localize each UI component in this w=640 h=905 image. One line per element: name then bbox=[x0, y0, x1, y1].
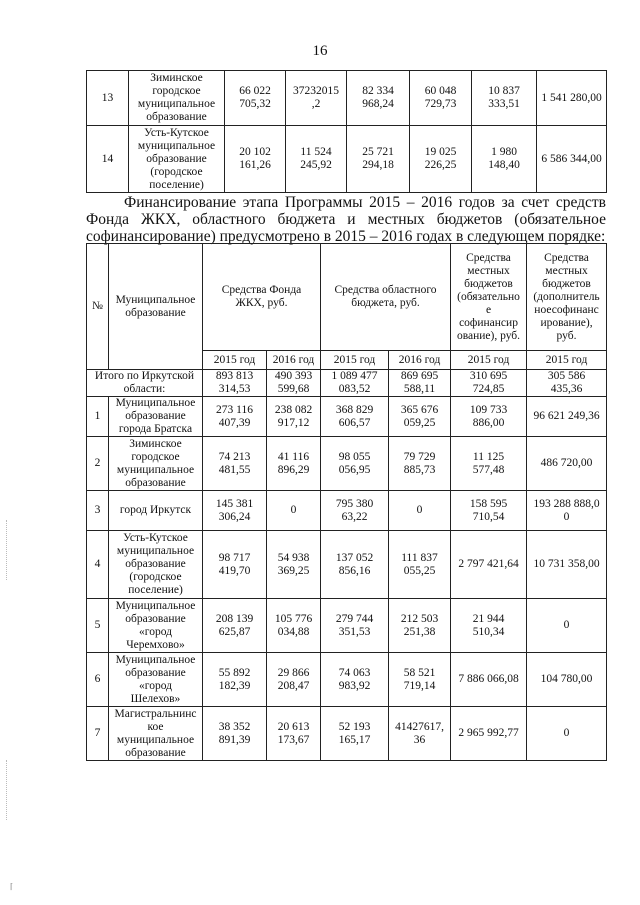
table-row bbox=[87, 707, 607, 761]
table-cell: 29 866 208,47 bbox=[267, 653, 321, 707]
table-cell: 55 892 182,39 bbox=[203, 653, 267, 707]
table-cell: 6 586 344,00 bbox=[537, 126, 607, 193]
municipality-name: Муниципальное образование «город Черемхово» bbox=[109, 599, 203, 653]
top-table bbox=[86, 70, 607, 193]
municipality-name: Муниципальное образование города Братска bbox=[109, 397, 203, 437]
table-cell: 58 521 719,14 bbox=[389, 653, 451, 707]
table-cell: 74 063 983,92 bbox=[321, 653, 389, 707]
table-cell: 74 213 481,55 bbox=[203, 437, 267, 491]
table-row bbox=[87, 599, 607, 653]
table-cell: 365 676 059,25 bbox=[389, 397, 451, 437]
table-row bbox=[87, 531, 607, 599]
table-cell: 212 503 251,38 bbox=[389, 599, 451, 653]
table-cell: 273 116 407,39 bbox=[203, 397, 267, 437]
table-cell: 0 bbox=[527, 599, 607, 653]
header-year: 2015 год bbox=[321, 351, 389, 370]
table-cell: 368 829 606,57 bbox=[321, 397, 389, 437]
table-cell: 193 288 888,0 0 bbox=[527, 491, 607, 531]
table-row bbox=[87, 126, 607, 193]
table-cell: 1 541 280,00 bbox=[537, 71, 607, 126]
table-cell: 0 bbox=[527, 707, 607, 761]
table-cell: 137 052 856,16 bbox=[321, 531, 389, 599]
municipality-name: Зиминское городское муниципальное образование bbox=[129, 71, 225, 126]
table-cell: 79 729 885,73 bbox=[389, 437, 451, 491]
table-row bbox=[87, 71, 607, 126]
table-cell: 1 980 148,40 bbox=[472, 126, 537, 193]
row-number: 3 bbox=[87, 491, 109, 531]
table-cell: 98 717 419,70 bbox=[203, 531, 267, 599]
table-row bbox=[87, 653, 607, 707]
row-number: 4 bbox=[87, 531, 109, 599]
table-cell: 96 621 249,36 bbox=[527, 397, 607, 437]
table-cell: 104 780,00 bbox=[527, 653, 607, 707]
table-cell: 105 776 034,88 bbox=[267, 599, 321, 653]
table-cell: 0 bbox=[267, 491, 321, 531]
table-cell: 2 797 421,64 bbox=[451, 531, 527, 599]
table-cell: 19 025 226,25 bbox=[410, 126, 472, 193]
table-cell: 1 089 477 083,52 bbox=[321, 370, 389, 397]
header-year: 2016 год bbox=[267, 351, 321, 370]
table-cell: 98 055 056,95 bbox=[321, 437, 389, 491]
table-cell: 2 965 992,77 bbox=[451, 707, 527, 761]
table-cell: 0 bbox=[389, 491, 451, 531]
municipality-name: Зиминское городское муниципальное образование bbox=[109, 437, 203, 491]
table-cell: 11 125 577,48 bbox=[451, 437, 527, 491]
table-cell: 11 524 245,92 bbox=[286, 126, 347, 193]
table-cell: 20 102 161,26 bbox=[225, 126, 286, 193]
table-cell: 208 139 625,87 bbox=[203, 599, 267, 653]
table-cell: 25 721 294,18 bbox=[347, 126, 410, 193]
table-cell: 795 380 63,22 bbox=[321, 491, 389, 531]
header-number: № bbox=[87, 244, 109, 370]
total-label: Итого по Иркутской области: bbox=[87, 370, 203, 397]
header-year: 2015 год bbox=[527, 351, 607, 370]
table-cell: 41427617, 36 bbox=[389, 707, 451, 761]
table-cell: 145 381 306,24 bbox=[203, 491, 267, 531]
table-cell: 52 193 165,17 bbox=[321, 707, 389, 761]
table-cell: 305 586 435,36 bbox=[527, 370, 607, 397]
table-cell: 486 720,00 bbox=[527, 437, 607, 491]
scan-margin-mark bbox=[6, 760, 8, 820]
row-number: 14 bbox=[87, 126, 129, 193]
table-cell: 279 744 351,53 bbox=[321, 599, 389, 653]
row-number: 1 bbox=[87, 397, 109, 437]
header-year: 2016 год bbox=[389, 351, 451, 370]
table-row bbox=[87, 491, 607, 531]
header-year: 2015 год bbox=[451, 351, 527, 370]
table-cell: 10 837 333,51 bbox=[472, 71, 537, 126]
municipality-name: Муниципальное образование «город Шелехов» bbox=[109, 653, 203, 707]
table-cell: 869 695 588,11 bbox=[389, 370, 451, 397]
municipality-name: Усть-Кутское муниципальное образование (городское поселение) bbox=[129, 126, 225, 193]
header-regional: Средства областного бюджета, руб. bbox=[321, 244, 451, 351]
table-cell: 37232015 ,2 bbox=[286, 71, 347, 126]
municipality-name: Магистральнинс кое муниципальное образование bbox=[109, 707, 203, 761]
header-year: 2015 год bbox=[203, 351, 267, 370]
table-cell: 310 695 724,85 bbox=[451, 370, 527, 397]
table-cell: 60 048 729,73 bbox=[410, 71, 472, 126]
row-number: 13 bbox=[87, 71, 129, 126]
row-number: 6 bbox=[87, 653, 109, 707]
table-cell: 21 944 510,34 bbox=[451, 599, 527, 653]
scan-corner-mark: ⌈ bbox=[10, 882, 14, 891]
header-fund: Средства Фонда ЖКХ, руб. bbox=[203, 244, 321, 351]
table-cell: 111 837 055,25 bbox=[389, 531, 451, 599]
row-number: 2 bbox=[87, 437, 109, 491]
table-cell: 54 938 369,25 bbox=[267, 531, 321, 599]
page-number: 16 bbox=[312, 43, 328, 59]
table-row bbox=[87, 437, 607, 491]
table-cell: 38 352 891,39 bbox=[203, 707, 267, 761]
financing-paragraph: Финансирование этапа Программы 2015 – 2016 годов за счет средств Фонда ЖКХ, областного бюджета и местных бюджетов (обязательное софинансирование) предусмотрено в 2015 – 2016 годах в следующем порядке: bbox=[86, 194, 606, 245]
header-local-mandatory: Средства местных бюджетов (обязательно е софинансир ование), руб. bbox=[451, 244, 527, 351]
municipality-name: город Иркутск bbox=[109, 491, 203, 531]
table-row bbox=[87, 397, 607, 437]
table-cell: 41 116 896,29 bbox=[267, 437, 321, 491]
table-cell: 10 731 358,00 bbox=[527, 531, 607, 599]
scan-margin-mark bbox=[6, 520, 8, 580]
table-cell: 7 886 066,08 bbox=[451, 653, 527, 707]
financing-table bbox=[86, 243, 607, 761]
table-cell: 66 022 705,32 bbox=[225, 71, 286, 126]
table-cell: 158 595 710,54 bbox=[451, 491, 527, 531]
row-number: 5 bbox=[87, 599, 109, 653]
table-cell: 20 613 173,67 bbox=[267, 707, 321, 761]
table-cell: 490 393 599,68 bbox=[267, 370, 321, 397]
municipality-name: Усть-Кутское муниципальное образование (городское поселение) bbox=[109, 531, 203, 599]
table-cell: 238 082 917,12 bbox=[267, 397, 321, 437]
table-cell: 109 733 886,00 bbox=[451, 397, 527, 437]
table-cell: 893 813 314,53 bbox=[203, 370, 267, 397]
header-local-additional: Средства местных бюджетов (дополнитель ноесофинанс ирование), руб. bbox=[527, 244, 607, 351]
total-row bbox=[87, 370, 607, 397]
table-cell: 82 334 968,24 bbox=[347, 71, 410, 126]
header-municipality: Муниципальное образование bbox=[109, 244, 203, 370]
row-number: 7 bbox=[87, 707, 109, 761]
